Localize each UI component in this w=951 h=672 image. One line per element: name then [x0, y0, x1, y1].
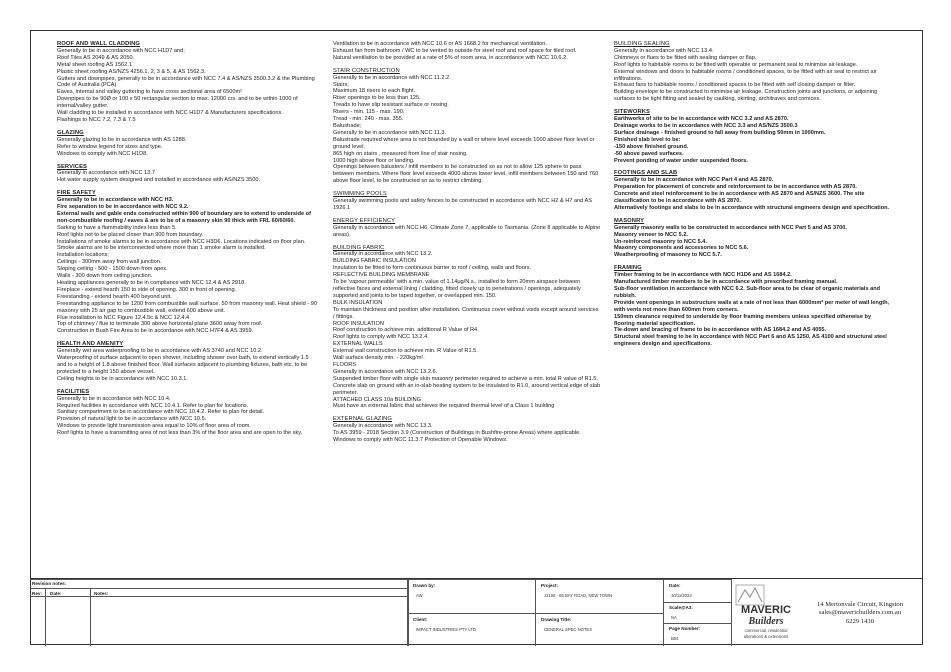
spec-column-1	[57, 41, 319, 443]
spec-line: Building envelope to be constructed to minimise air leakage. Construction joints and junctions, or adjoining surfaces to be tight fitting and sealed by caulking, skirting, architraves and cornices.	[614, 89, 878, 103]
spec-line: Provision of natural light to be in accordance with NCC 10.5.	[57, 416, 207, 423]
logo-tagline-1: commercial, residential	[744, 628, 788, 633]
revision-notes-label: Revision notes:	[32, 581, 67, 586]
spec-line: Windows to provide light transmission area equal to 10% of floor area of room.	[57, 423, 252, 430]
spec-line: Exhaust fans to habitable rooms / conditioned spaces to be fitted with self closing damper or filter.	[614, 82, 856, 89]
spec-line: Refer to window legend for sizes and type.	[57, 143, 163, 150]
drawing-title-label: Drawing Title:	[541, 617, 572, 622]
date-value: 10/11/2023	[671, 593, 692, 598]
spec-line: Must have an external fabric that achieves the required thermal level of a Class 1 building	[333, 403, 555, 410]
spec-line: Weatherproofing of masonry to NCC 5.7.	[614, 252, 722, 259]
spec-line: Maximum 18 risers to each flight.	[333, 88, 416, 95]
spec-line: Heating appliances generally to be in compliance with NCC 12.4 & AS 2918.	[57, 280, 246, 286]
spec-line: BUILDING FABRIC INSULATION	[333, 258, 416, 265]
spec-section-fire-safety	[57, 190, 319, 335]
drawn-by-value: AW	[416, 593, 423, 598]
spec-section-external-glazing	[333, 416, 601, 444]
section-heading: BUILDING SEALING	[614, 41, 670, 47]
section-heading: SWIMMING POOLS	[333, 191, 387, 198]
spec-line: Wall surface density min. - 220kg/m².	[333, 355, 425, 362]
spec-line: Eaves, internal and valley guttering to have cross sectional area of 6500m²	[57, 89, 243, 96]
spec-line: Flashings to NCC 7.2, 7.3 & 7.5	[57, 116, 136, 123]
spec-line: ATTACHED CLASS 10a BUILDING	[333, 396, 422, 403]
revision-header-row	[30, 588, 408, 597]
spec-line: Prevent ponding of water under suspended floors.	[614, 157, 748, 164]
spec-line: Generally to be in accordance with NCC 11.2.2	[333, 74, 450, 81]
spec-line: EXTERNAL WALLS	[333, 341, 383, 348]
spec-line: Ventilation to be in accordance with NCC 10.6 or AS 1668.2 for mechanical ventilation.	[333, 41, 547, 47]
spec-section-stair-construction	[333, 68, 601, 185]
section-heading: BUILDING FABRIC	[333, 244, 385, 251]
client-label: Client:	[413, 617, 428, 622]
spec-line: To AS 3959 - 2018 Section 3.9 (Construction of Buildings in Bushfire-prone Areas) where applicable.	[333, 430, 581, 437]
spec-line: Roof lights to habitable rooms to be fitted with operable or permanent seal to minimise air leakage.	[614, 61, 858, 68]
spec-line: 150mm clearance required to underside by floor framing members unless specified otherwise by flooring material specification.	[614, 313, 872, 327]
spec-line: Generally wet area waterproofing to be in accordance with AS 3740 and NCC 10.2.	[57, 348, 263, 355]
spec-line: Waterproofing of surface adjacent to open shower, including shower over bath, to extend vertically 1.5 and to a height of 1.8 above finished floor. Wall surfaces adjacent to plumbing fixtures, bath etc. to be protected to a height 150 above vessel.	[57, 355, 309, 375]
spec-line: Structural steel framing to be in accordance with NCC Part 6 and AS 1250, AS 4100 and structural steel engineers design and specifications.	[614, 334, 887, 348]
section-heading: FOOTINGS AND SLAB	[614, 170, 678, 177]
spec-line: Treads to have slip resistant surface or nosing.	[333, 102, 449, 109]
spec-section-services	[57, 164, 319, 185]
spec-line: Generally glazing to be in accordance with AS 1288.	[57, 136, 187, 143]
project-value: J2109 - 85 BAY ROAD, NEW TOWN	[544, 593, 613, 598]
spec-line: REFLECTIVE BUILDING MEMBRANE	[333, 272, 430, 279]
spec-line: Un-reinforced masonry to NCC 5.4.	[614, 238, 707, 245]
spec-section-footings-and-slab	[614, 170, 892, 211]
spec-line: Generally swimming pools and safety fences to be constructed in accordance with NCC H2 & H7 and AS 1926.1	[333, 198, 592, 211]
spec-line: Suspended timber floor with single skin masonry perimeter required to achieve a min. total R value of R1.5.	[333, 375, 598, 382]
spec-section-roof-and-wall-cladding	[57, 41, 319, 124]
spec-line: Hot water supply system designed and installed in accordance with AS/NZS 3500.	[57, 177, 261, 184]
page-number-value: B04	[671, 636, 679, 641]
drawing-title-value: GENERAL SPEC NOTES	[544, 627, 593, 632]
spec-line: Manufactured timber members to be in accordance with prescribed framing manual.	[614, 279, 838, 286]
spec-line: Insulation to be fitted to form continuous barrier to roof / ceiling, walls and floors.	[333, 265, 532, 272]
spec-line: Roof Tiles AS 2049 & AS 2050.	[57, 54, 135, 61]
spec-section-siteworks	[614, 109, 892, 164]
spec-line: External walls and gable ends constructed within 900 of boundary are to extend to underside of non-combustible roofing / eaves & are to be of a masonry skin 90 thick with FRL 60/60/60.	[57, 210, 311, 224]
spec-line: External wall construction to achieve min. R Value of R1.5.	[333, 348, 478, 355]
maveric-builders-logo	[735, 584, 797, 642]
spec-line: Generally in accordance with NCC 13.3.	[333, 423, 433, 430]
spec-line: Masonry components and accessories to NCC 5.6.	[614, 245, 749, 252]
spec-line: Fireplace - extend hearth 150 to side of opening. 300 in front of opening.	[57, 286, 237, 293]
spec-line: Generally to be in accordance with NCC Part 4 and AS 2870.	[614, 177, 774, 184]
spec-line: ROOF INSULATION	[333, 320, 384, 327]
spec-line: Flue installation to NCC Figure 12.4.5c & NCC 12.4.4	[57, 314, 190, 321]
section-heading: SERVICES	[57, 163, 88, 170]
spec-line: Generally to be in accordance with NCC H1D7 and;	[57, 47, 185, 54]
spec-line: 865 high on stairs , measured from line of stair nosing.	[333, 150, 468, 157]
page-number-label: Page Number:	[669, 626, 701, 631]
spec-line: Generally in accordance with NCC H6. Climate Zone 7, applicable to Tasmania. (Zone 8 applicable to Alpine areas).	[333, 224, 601, 238]
rev-label: Rev:	[32, 591, 42, 596]
date-label: Date:	[669, 583, 681, 588]
spec-line: Generally masonry walls to be constructed in accordance with NCC Part 5 and AS 3700.	[614, 224, 847, 231]
spec-line: Wall cladding to be installed in accordance with NCC H1D7 & Manufacturers specifications.	[57, 110, 283, 117]
spec-line: Ceiling heights to be in accordance with NCC 10.3.1.	[57, 375, 188, 382]
spec-line: Sub-floor ventilation in accordance with NCC 6.2. Sub-floor area to be clear of organic materials and rubbish.	[614, 286, 881, 299]
spec-line: Balustrade;	[333, 122, 362, 129]
spec-line: Drainage works to be in accordance with NCC 3.3 and AS/NZS 3500.3	[614, 122, 798, 129]
spec-line: Tie-down and bracing of frame to be in accordance with AS 1684.2 and AS 4055.	[614, 327, 827, 334]
spec-line: Plastic sheet roofing AS/NZS 4256.1, 2, 3 & 5, & AS 1562.3.	[57, 68, 206, 75]
spec-line: Concrete slab on ground with an in-slab heating system to be insulated to R1.0, around vertical edge of slab perimeter.	[333, 382, 601, 396]
spec-column-2	[333, 41, 601, 450]
spec-section-energy-efficiency	[333, 218, 601, 239]
spec-line: Roof lights to have a transmitting area of not less than 3% of the floor area and are open to the sky.	[57, 430, 303, 437]
spec-line: Surface drainage - finished ground to fall away from building 50mm in 1000mm.	[614, 129, 826, 136]
company-address-block	[800, 601, 920, 626]
spec-line: Generally to be in accordance with NCC H3.	[57, 197, 174, 204]
spec-section-masonry	[614, 218, 892, 259]
spec-line: Fire separation to be in accordance with NCC 9.2.	[57, 204, 189, 211]
section-heading: EXTERNAL GLAZING	[333, 416, 393, 423]
spec-line: -50 above paved surfaces.	[614, 150, 684, 157]
spec-line: Exhaust fan from bathroom / WC to be vented to outside for steel roof and roof space for tiled roof.	[333, 47, 577, 54]
section-heading: GLAZING	[57, 129, 84, 136]
spec-line: Risers - min. 115 - max. 190.	[333, 109, 405, 116]
section-heading: ENERGY EFFICIENCY	[333, 217, 396, 224]
spec-line: Installations of smoke alarms to be in accordance with NCC H3D6. Locations indicated on floor plan. Smoke alarms are to be interconnected where more than 1 smoke alarm is installed.	[57, 238, 306, 252]
date-column-label: Date:	[50, 591, 62, 596]
spec-line: Construction in Bush Fire Area to be in accordance with NCC H7F4 & AS 3959.	[57, 328, 254, 335]
logo-tagline-2: alterations & extensions	[743, 634, 789, 639]
spec-line: Tread - min. 240 - max. 355.	[333, 116, 404, 123]
spec-line: Generally to be in accordance with NCC 11.3.	[333, 129, 447, 136]
scale-label: Scale@A3:	[669, 605, 693, 610]
spec-line: External windows and doors to habitable rooms / conditioned spaces, to be fitted with air seal to restrict air infiltrations.	[614, 68, 877, 82]
section-heading: FIRE SAFETY	[57, 190, 96, 197]
spec-line: Generally in accordance with NCC 13.4.	[614, 47, 714, 54]
spec-section-framing	[614, 265, 892, 348]
spec-line: Gutters and downpipes, generally to be in accordance with NCC 7.4 & AS/NZS 3500.3.2 & the Plumbing Code of Australia (PCA)	[57, 75, 315, 89]
spec-line: Generally in accordance with NCC 13.7	[57, 170, 155, 177]
section-heading: FACILITIES	[57, 388, 90, 395]
section-heading: ROOF AND WALL CLADDING	[57, 41, 141, 47]
spec-line: Riser openings to be less than 125.	[333, 95, 421, 102]
spec-line: Stairs;	[333, 81, 349, 88]
section-heading: FRAMING	[614, 265, 642, 272]
spec-line: Generally to be in accordance with NCC 10.4.	[57, 395, 171, 402]
client-value: IMPACT INDUSTRIES PTY LTD	[416, 627, 476, 632]
spec-line: Downpipes to be 90Ø or 100 x 50 rectangular section to max. 12000 crs. and to be within 1000 of internal/valley gutter.	[57, 96, 298, 110]
logo-text-builders: Builders	[748, 616, 784, 627]
email-line[interactable]: sales@mavericbuilders.com.au	[818, 609, 902, 617]
spec-line: Timber framing to be in accordance with NCC H1D6 and AS 1684.2.	[614, 272, 792, 279]
spec-line: Windows to comply with NCC 11.3.7 Protection of Openable Windows.	[333, 437, 508, 444]
spec-line: Top of chimney / flue to terminate 300 above horizontal plane 3600 away from roof.	[57, 321, 263, 328]
spec-line: Required facilities in accordance with NCC 10.4.1. Refer to plan for locations.	[57, 402, 249, 409]
spec-line: To maintain thickness and position after installation. Continuous cover without voids except around services / fittings.	[333, 306, 599, 320]
spec-section-intro	[333, 41, 601, 62]
spec-section-swimming-pools	[333, 191, 601, 212]
scale-value: NA	[671, 615, 677, 620]
spec-line: Sarking to have a flammability index less than 5.	[57, 224, 177, 231]
spec-line: Finished slab level to be:	[614, 136, 681, 143]
spec-line: Freestanding - extend hearth 400 beyond unit.	[57, 293, 172, 300]
section-heading: SITEWORKS	[614, 109, 651, 116]
spec-section-health-and-amenity	[57, 341, 319, 382]
spec-line: Preparation for placement of concrete and reinforcement to be in accordance with AS 2870.	[614, 184, 857, 191]
spec-line: Walls - 300 down from ceiling junction.	[57, 273, 153, 280]
spec-section-building-sealing	[614, 41, 892, 103]
spec-line: Chimneys or flues to be fitted with sealing damper or flap.	[614, 54, 757, 61]
spec-line: Alternatively footings and slabs to be in accordance with structural engineers design and specification.	[614, 204, 890, 211]
spec-column-3	[614, 41, 892, 354]
spec-line: -150 above finished ground.	[614, 143, 689, 150]
spec-line: 1000 high above floor or landing.	[333, 157, 415, 164]
spec-line: Openings between balusters / infill members to be constructed so as not to allow 125 sphere to pass between members. Where floor level exceeds 4000 above lower level, infill members between 150 and 760 above floor level, to be constructed so as to restrict climbing.	[333, 164, 599, 185]
spec-line: FLOORS	[333, 361, 357, 368]
spec-line: Roof construction to achieve min. additional R Value of R4.	[333, 327, 479, 334]
spec-line: Masonry veneer to NCC 5.2.	[614, 231, 688, 238]
phone-line: 6229 1430	[845, 617, 875, 625]
spec-line: Earthworks of site to be in accordance with NCC 3.2 and AS 2870.	[614, 116, 789, 123]
spec-line: To be 'vapour permeable' with a min. value of 1.14μg/N.s., installed to form 20mm airspace between reflective faces and external lining / cladding, fitted closely up to penetrations / openings, adequately supported and joints to be taped together, or overlapped min. 150.	[333, 279, 581, 299]
drawn-by-label: Drawn by:	[413, 583, 436, 588]
spec-line: Sloping ceiling - 500 - 1500 down from apex.	[57, 266, 168, 273]
spec-line: Generally in accordance with NCC 13.2.	[333, 251, 433, 258]
spec-line: Windows to comply with NCC H1D8.	[57, 150, 148, 157]
spec-section-facilities	[57, 389, 319, 437]
section-heading: STAIR CONSTRUCTION	[333, 67, 400, 74]
spec-line: Balustrade required where area is not bounded by a wall or where level exceeds 1000 above floor level or ground level.	[333, 136, 595, 150]
logo-text-maveric: MAVERIC	[741, 604, 791, 616]
project-label: Project:	[541, 583, 559, 588]
spec-line: Natural ventilation to be provided at a rate of 5% of room area, in accordance with NCC 10.6.2.	[333, 54, 568, 61]
address-line: 14 Mertonvale Circuit, Kingston	[816, 601, 904, 608]
spec-line: Roof lights not to be placed closer than 900 from boundary.	[57, 231, 204, 238]
spec-line: Metal sheet roofing AS 1562.1	[57, 61, 132, 68]
spec-line: Concrete and steel reinforcement to be in accordance with AS 2870 and AS/NZS 3600. The site classification to be in accordance with AS 2870.	[614, 191, 865, 205]
spec-line: Sanitary compartment to be in accordance with NCC 10.4.2. Refer to plan for detail.	[57, 409, 265, 416]
spec-section-building-fabric	[333, 245, 601, 411]
spec-line: Roof lights to comply with NCC 13.2.4.	[333, 334, 429, 341]
section-heading: MASONRY	[614, 217, 645, 224]
spec-line: BULK INSULATION	[333, 299, 383, 306]
notes-label: Notes:	[94, 591, 109, 596]
section-heading: HEALTH AND AMENITY	[57, 341, 124, 348]
spec-section-glazing	[57, 130, 319, 158]
spec-line: Ceilings - 300mm away from wall junction.	[57, 259, 162, 266]
spec-line: Generally in accordance with NCC 13.2.6.	[333, 368, 438, 375]
spec-line: Provide vent openings in substructure walls at a rate of not less than 6000mm² per meter of wall length, with vents not more than 600mm from corners.	[614, 299, 890, 313]
spec-line: Installation locations;	[57, 252, 109, 259]
spec-line: Freestanding appliance to be 1200 from combustible wall surface. 50 from masonry wall. Heat shield - 90 masonry with 25 air gap to combustible wall, extend 600 above unit.	[57, 300, 317, 314]
